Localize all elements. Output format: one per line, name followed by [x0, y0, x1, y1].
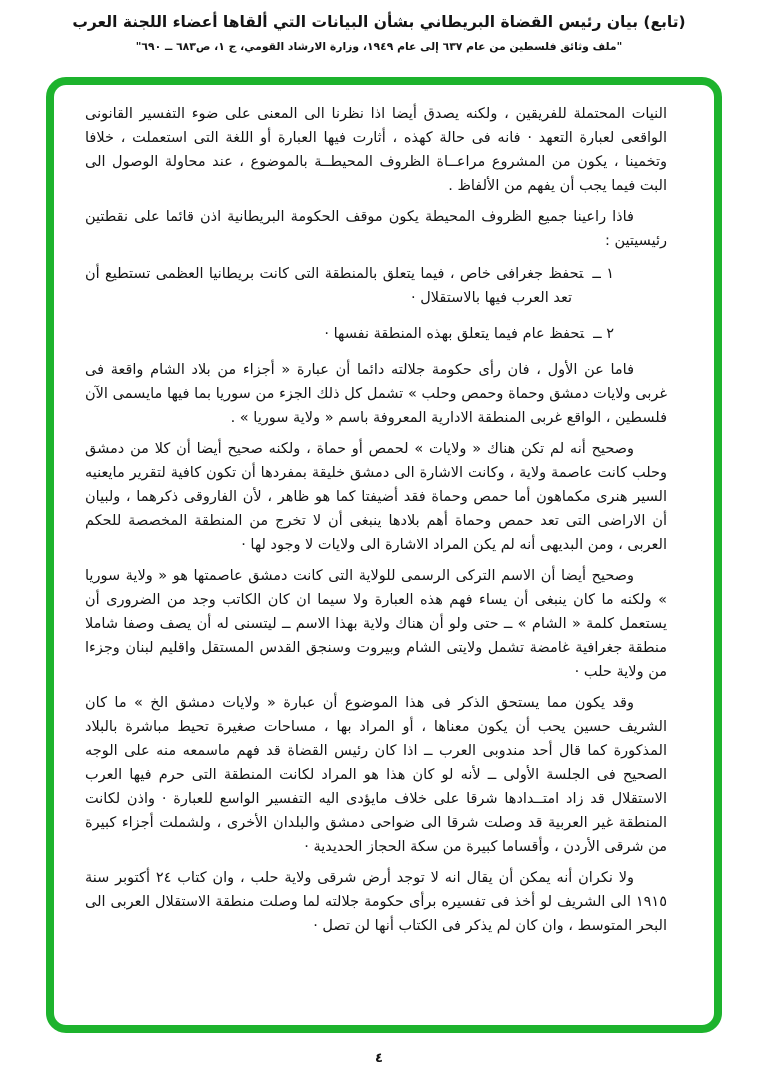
document-title: (تابع) بيان رئيس القضاة البريطاني بشأن البيانات التي ألقاها أعضاء اللجنة العرب	[72, 13, 686, 31]
list-item-1-text: تحفظ جغرافى خاص ، فيما يتعلق بالمنطقة التى كانت بريطانيا العظمى تستطيع أن تعد العرب فيها بالاستقلال ·	[85, 266, 584, 306]
source-citation: "ملف وثائق فلسطين من عام ٦٣٧ إلى عام ١٩٤٩، وزارة الارشاد القومي، ج ١، ص٦٨٣ ــ ٦٩٠"	[135, 40, 623, 53]
paragraph-sherif-hussein: وقد يكون مما يستحق الذكر فى هذا الموضوع أن عبارة « ولايات دمشق الخ » ما كان الشريف حسين يحب أن يكون معناها ، أو المراد بها ، مساحات صغيرة تحيط مباشرة بالبلاد المذكورة كما قال أحد مندوبى العرب ــ اذا كان رئيس القضاة قد فهم ماسمعه منه على الوجه الصحيح فى الجلسة الأولى ــ لأنه لو كان هذا هو المراد لكانت المنطقة التى حرم فيها العرب الاستقلال قد زاد امتــدادها شرقا على خلاف مايؤدى اليه التفسير الواسع للعبارة · واذن لكانت المنطقة غير العربية قد وصلت شرقا الى ضواحى دمشق والبلدان الأخرى ، ولشملت أجزاء كبيرة من شرقى الأردن ، وأقساما كبيرة من سكة الحجاز الحديدية ·	[85, 695, 667, 855]
page-number: ٤	[375, 1051, 383, 1066]
paragraph-intro: فاذا راعينا جميع الظروف المحيطة يكون موقف الحكومة البريطانية اذن قائما على نقطتين رئيسيتين :	[85, 209, 667, 249]
list-item-2	[85, 322, 667, 346]
list-marker-2: ٢ ــ	[593, 326, 614, 342]
paragraph-first-reservation: فاما عن الأول ، فان رأى حكومة جلالته دائما أن عبارة « أجزاء من بلاد الشام واقعة فى غربى ولايات دمشق وحماة وحمص وحلب » تشمل كل ذلك الجزء من سوريا بما فيها مايسمى الآن فلسطين ، الواقع غربى المنطقة الادارية المعروفة باسم « ولاية سوريا » .	[85, 362, 667, 426]
paragraph-closing: ولا نكران أنه يمكن أن يقال انه لا توجد أرض شرقى ولاية حلب ، وان كتاب ٢٤ أكتوبر سنة ١٩١٥ الى الشريف لو أخذ فى تفسيره برأى حكومة جلالته لما وصلت منطقة الاستقلال العربى الى البحر المتوسط ، وان كان لم يذكر فى الكتاب أنها لن تصل ·	[85, 870, 667, 934]
paragraph-turkish-name: وصحيح أيضا أن الاسم التركى الرسمى للولاية التى كانت دمشق عاصمتها هو « ولاية سوريا » ولكنه ما كان ينبغى أن يساء فهم هذه العبارة ولا سيما ان كان الكاتب وجد من الضرورى أن يستعمل كلمة « الشام » ــ حتى ولو أن هناك ولاية بهذا الاسم ــ ليتسنى له أن يصف وصفا شاملا منطقة جغرافية غامضة تشمل ولايتى الشام وبيروت وسنجق القدس المستقل واقليم لبنان وجزءا من ولاية حلب ·	[85, 568, 667, 680]
page-header	[0, 13, 758, 53]
list-marker-1: ١ ــ	[592, 266, 614, 282]
document-body	[54, 85, 714, 1025]
green-border-frame	[46, 77, 722, 1033]
paragraph-continuation: النيات المحتملة للفريقين ، ولكنه يصدق أيضا اذا نظرنا الى المعنى على ضوء التفسير القانونى الواقعى لعبارة التعهد · فانه فى حالة كهذه ، أثارت فيها العبارة أو اللغة التى استعملت ، خلافا وتخمينا ، يكون من المشروع مراعــاة الظروف المحيطــة بالموضوع ، عند محاولة الوصول الى البت فيما يجب أن يفهم من الألفاظ .	[85, 106, 667, 194]
list-item-2-text: تحفظ عام فيما يتعلق بهذه المنطقة نفسها ·	[324, 326, 585, 342]
list-item-1	[85, 262, 667, 310]
paragraph-vilayets: وصحيح أنه لم تكن هناك « ولايات » لحمص أو حماة ، ولكنه صحيح أيضا أن كلا من دمشق وحلب كانت عاصمة ولاية ، وكانت الاشارة الى دمشق خليقة بمفردها أن تكون كافية لتقرير مايعنيه السير هنرى مكماهون أما حمص وحماة فقد أضيفتا كما هو ظاهر ، لأن الفاروقى ذكرهما ، ولبيان أن الاراضى التى تعد حمص وحماة أهم بلادها ينبغى أن لا تخرج من المنطقة المخصصة للحكم العربى ، ومن البديهى أنه لم يكن المراد الاشارة الى ولايات لا وجود لها ·	[85, 441, 667, 553]
